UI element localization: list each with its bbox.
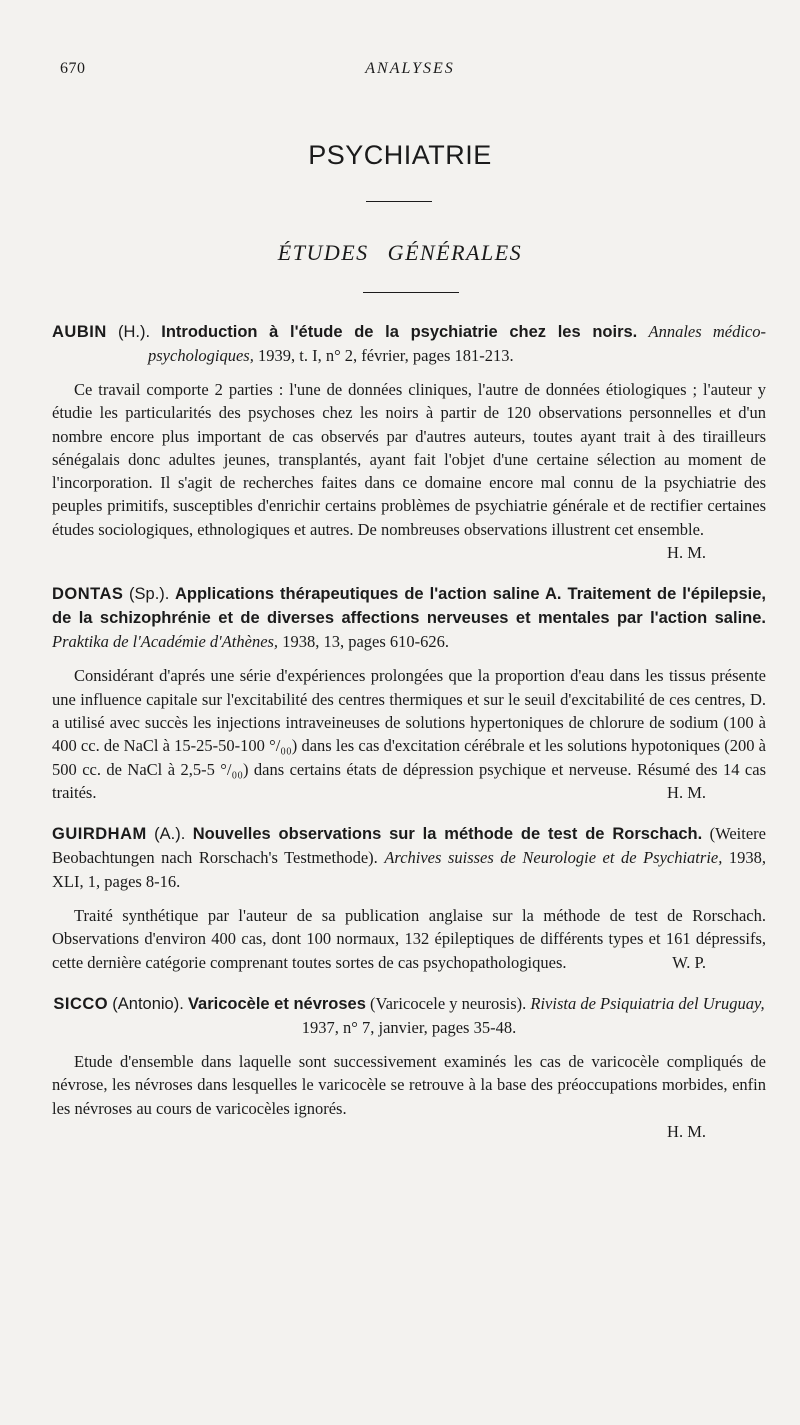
journal-name: Rivista de Psiquiatria del Uruguay,: [530, 994, 765, 1014]
abstract-text: Traité synthétique par l'auteur de sa publication anglaise sur la méthode de test de Rorschach. Observations d'environ 400 cas, dont 100 normaux, 132 épileptiques de différents types et 161 dépressifs, cette dernière catégorie comprenant toutes sortes de cas psychopathologiques.: [52, 906, 766, 972]
journal-name: Annales médico-psychologiques,: [148, 322, 766, 365]
article-subtitle: (Weitere Beobachtungen nach Rorschach's Testmethode).: [52, 824, 766, 868]
publication-details: 1937, n° 7, janvier, pages 35-48.: [301, 1018, 517, 1038]
reviewer-signature: W. P.: [672, 952, 706, 972]
journal-name: Praktika de l'Académie d'Athènes,: [52, 632, 279, 652]
reviewer-signature: H. M.: [667, 1121, 706, 1141]
journal-name: Archives suisses de Neurologie et de Psychiatrie,: [384, 848, 723, 868]
author-initials: (A.).: [154, 825, 186, 844]
author-name: AUBIN: [52, 323, 107, 341]
abstract-text: Etude d'ensemble dans laquelle sont successivement examinés les cas de varicocèle compliqués de névrose, les névroses dans lesquelles le varicocèle se retrouve à la base des préoccupations morbides, enfin les névroses au cours de varicocèles ignorés.: [52, 1052, 766, 1118]
subsection-title: ÉTUDES GÉNÉRALES: [277, 240, 523, 265]
abstract-text: Ce travail comporte 2 parties : l'une de données cliniques, l'autre de données étiologiques ; l'auteur y étudie les particularités des psychoses chez les noirs à partir de 120 observations personnelles et d'un nombre encore plus important de cas observés par d'autres auteurs, toutes ayant trait à des tirailleurs sénégalais donc adultes jeunes, transplantés, ayant fait l'objet d'une certaine sélection au moment de l'incorporation. Il s'agit de recherches faites dans ce domaine encore mal connu de la psychiatrie des peuples primitifs, susceptibles d'enrichir certains problèmes de psychiatrie générale et de rectifier certaines études sociologiques, ethnologiques et autres. De nombreuses observations illustrent cet ensemble.: [52, 380, 766, 539]
article-title: Introduction à l'étude de la psychiatrie chez les noirs.: [161, 323, 638, 341]
article-title: Nouvelles observations sur la méthode de test de Rorschach.: [192, 825, 703, 844]
citation: [52, 582, 766, 654]
running-head: ANALYSES: [365, 60, 455, 77]
article-subtitle: (Varicocele y neurosis).: [370, 994, 527, 1014]
abstract: [52, 664, 766, 804]
author-name: SICCO: [53, 995, 109, 1014]
citation: [52, 320, 766, 368]
review-entries: [52, 320, 766, 1161]
abstract: [52, 378, 766, 563]
reviewer-signature: H. M.: [667, 782, 706, 802]
reviewer-signature: H. M.: [667, 543, 706, 563]
subsection-rule: [363, 292, 459, 293]
section-rule: [366, 201, 432, 202]
publication-details: 1938, XLI, 1, pages 8-16.: [52, 848, 767, 892]
author-initials: (Antonio).: [112, 995, 184, 1014]
review-entry-dontas: [52, 582, 766, 804]
author-initials: (H.).: [117, 323, 151, 341]
article-title: Applications thérapeutiques de l'action saline A. Traitement de l'épilepsie, de la schizophrénie et de diverses affections nerveuses et mentales par l'action saline.: [52, 585, 767, 628]
publication-details: 1939, t. I, n° 2, février, pages 181-213.: [257, 346, 514, 365]
citation: [52, 992, 766, 1040]
publication-details: 1938, 13, pages 610-626.: [282, 632, 450, 652]
review-entry-sicco: [52, 992, 766, 1143]
review-entry-aubin: [52, 320, 766, 564]
review-entry-guirdham: [52, 822, 766, 974]
abstract-text: Considérant d'aprés une série d'expériences prolongées que la proportion d'eau dans les tissus présente une influence capitale sur l'excitabilité des centres thermiques et sur le seuil d'excitabilité de ces centres, D. a utilisé avec succès les injections intraveineuses de solutions hypertoniques de chlorure de sodium (100 à 400 cc. de NaCl à 15-25-50-100 °/₀₀) dans les cas d'excitation cérébrale et les solutions hypotoniques (200 à 500 cc. de NaCl à 2,5-5 °/₀₀) dans certains états de dépression psychique et nerveuse. Résumé des 14 cas traités.: [52, 666, 766, 802]
author-initials: (Sp.).: [129, 585, 170, 604]
citation: [52, 822, 766, 894]
article-title: Varicocèle et névroses: [187, 995, 366, 1014]
abstract: [52, 904, 766, 974]
page-header: [60, 60, 760, 84]
page-number: 670: [60, 60, 86, 77]
section-title: PSYCHIATRIE: [308, 140, 492, 170]
author-name: GUIRDHAM: [52, 825, 147, 844]
author-name: DONTAS: [52, 585, 124, 604]
abstract: [52, 1050, 766, 1120]
